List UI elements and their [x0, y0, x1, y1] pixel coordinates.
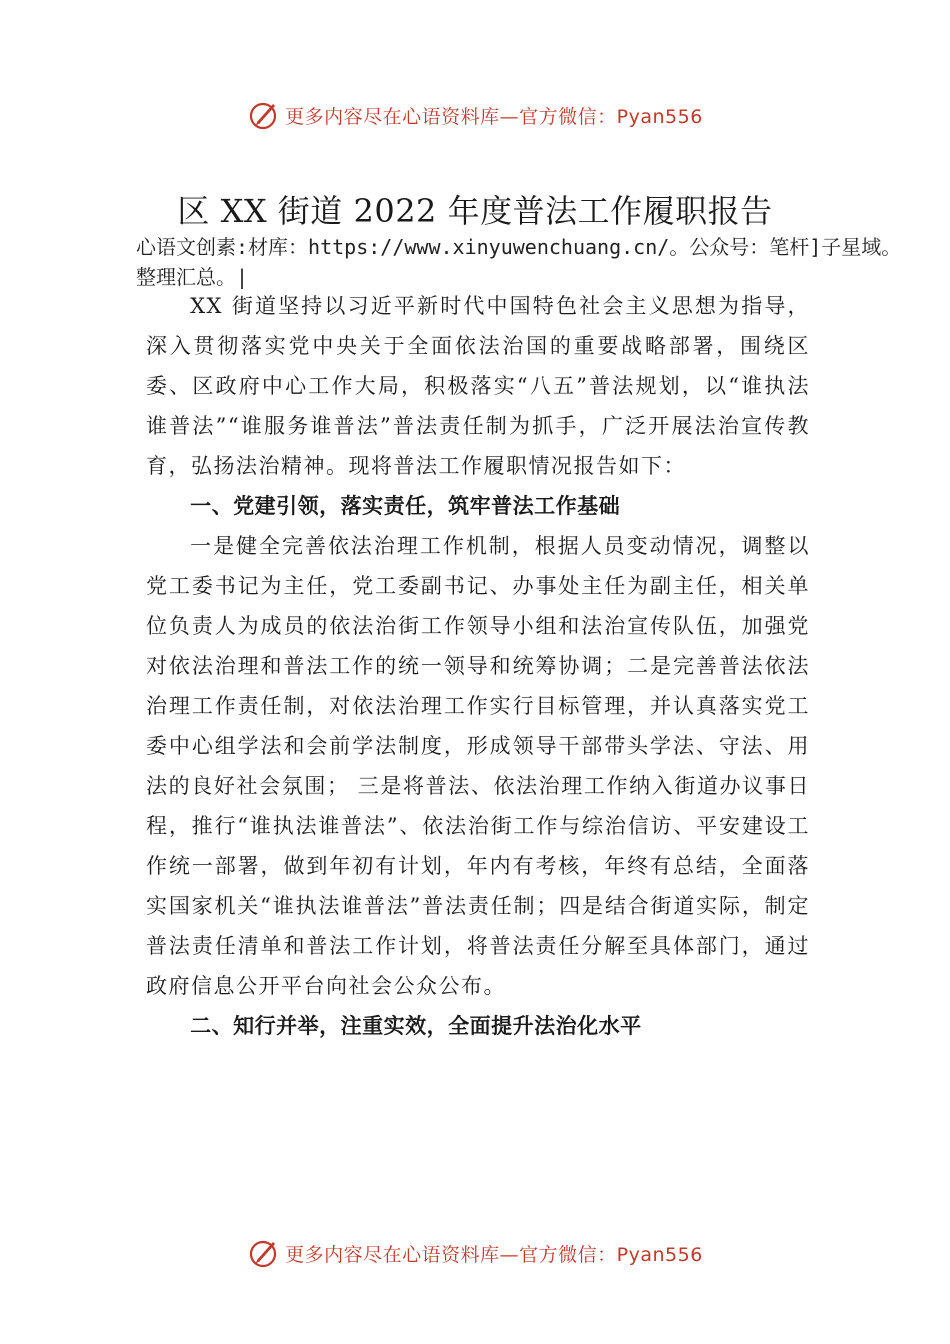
section-1-heading: 一、党建引领，落实责任，筑牢普法工作基础: [190, 494, 621, 518]
section-2-heading: 二、知行并举，注重实效，全面提升法治化水平: [190, 1014, 642, 1038]
section-1-paragraph: 一是健全完善依法治理工作机制，根据人员变动情况，调整以党工委书记为主任，党工委副书记、办事处主任为副主任，相关单位负责人为成员的依法治街工作领导小组和法治宣传队伍，加强党对依法治理和普法工作的统一领导和统筹协调；二是完善普法依法治理工作责任制，对依法治理工作实行目标管理，并认真落实党工委中心组学法和会前学法制度，形成领导干部带头学法、守法、用法的良好社会氛围； 三是将普法、依法治理工作纳入街道办议事日程，推行“谁执法谁普法”、依法治街工作与综治信访、平安建设工作统一部署，做到年初有计划，年内有考核，年终有总结，全面落实国家机关“谁执法谁普法”普法责任制；四是结合街道实际，制定普法责任清单和普法工作计划，将普法责任分解至具体部门，通过政府信息公开平台向社会公众公布。: [146, 534, 810, 998]
wechat-id: Pyan556: [616, 105, 703, 128]
intro-paragraph: XX 街道坚持以习近平新时代中国特色社会主义思想为指导，深入贯彻落实党中央关于全面依法治国的重要战略部署，围绕区委、区政府中心工作大局，积极落实“八五”普法规划，以“谁执法谁普法”“谁服务谁普法”普法责任制为抓手，广泛开展法治宣传教育，弘扬法治精神。现将普法工作履职情况报告如下：: [146, 294, 810, 478]
watermark-text: 更多内容尽在心语资料库—官方微信：Pyan556: [285, 1243, 703, 1266]
source-line: 心语文创素:材库：https://www.xinyuwenchuang.cn/。公众号：笔杆]子星域。整理汇总。|: [136, 235, 902, 289]
watermark-banner-top: [0, 95, 950, 135]
quill-pen-logo-icon: [247, 98, 281, 132]
watermark-text: 更多内容尽在心语资料库—官方微信：Pyan556: [285, 105, 703, 128]
document-title: 区 XX 街道 2022 年度普法工作履职报告: [177, 192, 773, 230]
document-body: [146, 286, 810, 1046]
watermark-banner-bottom: [0, 1233, 950, 1273]
quill-pen-logo-icon: [247, 1236, 281, 1270]
wechat-id: Pyan556: [616, 1243, 703, 1266]
